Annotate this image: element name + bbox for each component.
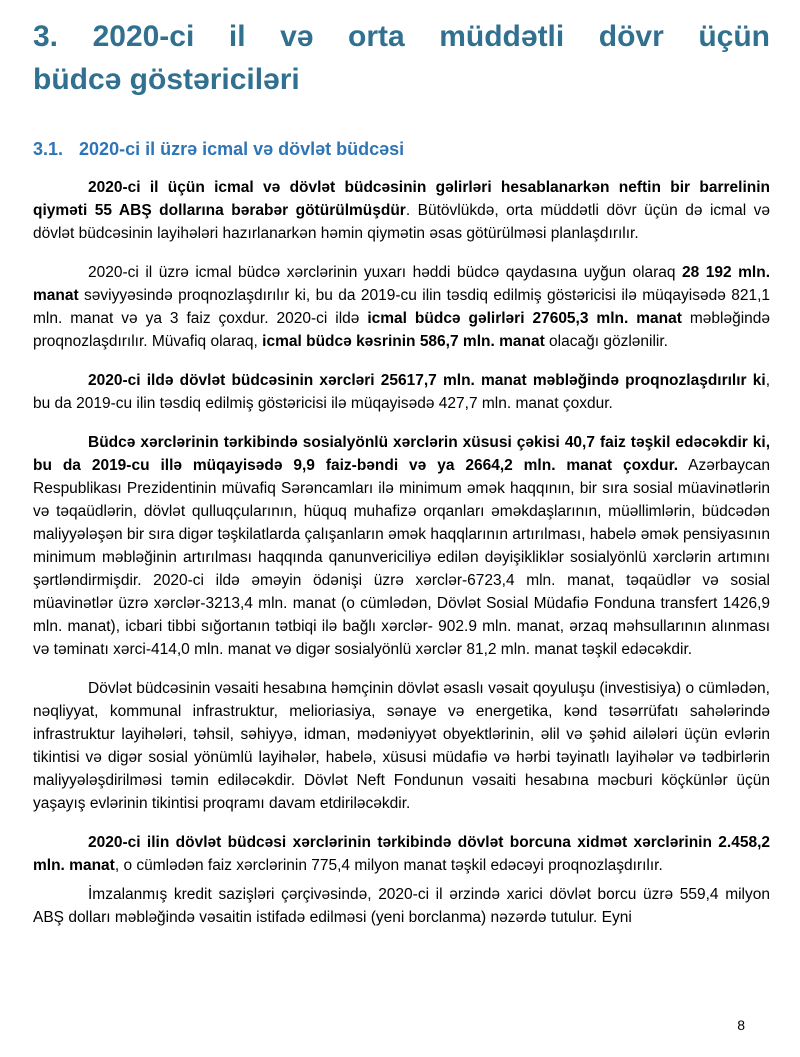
- paragraph-3: [33, 369, 770, 415]
- page-number: 8: [737, 1017, 745, 1033]
- paragraph-7: [33, 883, 770, 929]
- text-run: 2020-ci il üzrə icmal büdcə xərclərinin yuxarı həddi büdcə qaydasına uyğun olaraq: [88, 264, 683, 281]
- paragraph-4: [33, 431, 770, 661]
- text-run-bold: icmal büdcə kəsrinin 586,7 mln. manat: [262, 333, 545, 350]
- text-run: , o cümlədən faiz xərclərinin 775,4 milyon manat təşkil edəcəyi proqnozlaşdırılır.: [114, 857, 663, 874]
- body-paragraphs: [33, 176, 770, 929]
- text-run-bold: 2020-ci ildə dövlət büdcəsinin xərcləri 25617,7 mln. manat məbləğində proqnozlaşdırılır ki: [88, 372, 766, 389]
- section-heading: [33, 15, 770, 101]
- subsection-heading: [33, 138, 770, 160]
- text-run: olacağı gözlənilir.: [544, 333, 668, 350]
- text-run: məbləğində proqnozlaşdırılır. Müvafiq olaraq,: [33, 310, 770, 350]
- text-run: İmzalanmış kredit sazişləri çərçivəsində, 2020-ci il ərzində xarici dövlət borcu üzrə 559,4 milyon ABŞ dolları məbləğində vəsaitin istifadə edilməsi (yeni borclanma) nəzərdə tutulur. Eyni: [33, 886, 770, 926]
- text-run-bold: 2020-ci il üçün icmal və dövlət büdcəsinin gəlirləri hesablanarkən neftin bir barrelinin qiyməti 55 ABŞ dollarına bərabər götürülmüşdür: [33, 179, 770, 219]
- subsection-number: 3.1.: [33, 139, 64, 159]
- text-run: , bu da 2019-cu ilin təsdiq edilmiş göstəricisi ilə müqayisədə 427,7 mln. manat çoxdur.: [33, 372, 770, 412]
- text-run: . Bütövlükdə, orta müddətli dövr üçün də icmal və dövlət büdcəsinin layihələri hazırlanarkən həmin qiymətin əsas götürülməsi planlaşdırılır.: [33, 202, 771, 242]
- text-run: səviyyəsində proqnozlaşdırılır ki, bu da 2019-cu ilin təsdiq edilmiş göstəricisi ilə müqayisədə 821,1 mln. manat və ya 3 faiz çoxdur. 2020-ci ildə: [33, 287, 770, 327]
- text-run-bold: 2020-ci ilin dövlət büdcəsi xərclərinin tərkibində dövlət borcuna xidmət xərclərinin 2.458,2 mln. manat: [33, 834, 770, 874]
- section-heading-line1: 3. 2020-ci il və orta müddətli dövr üçün: [33, 20, 770, 53]
- paragraph-5: [33, 677, 770, 815]
- paragraph-6: [33, 831, 770, 877]
- subsection-title: 2020-ci il üzrə icmal və dövlət büdcəsi: [79, 139, 405, 159]
- paragraph-1: [33, 176, 770, 245]
- text-run-bold: 28 192 mln. manat: [33, 264, 770, 304]
- text-run: Dövlət büdcəsinin vəsaiti hesabına həmçinin dövlət əsaslı vəsait qoyuluşu (investisiya) o cümlədən, nəqliyyat, kommunal infrastruktur, melioriasiya, sənaye və energetika, kənd təsərrüfatı sahələrində infrastruktur layihələri, təhsil, səhiyyə, idman, mədəniyyət obyektlərinin, əlil və şəhid ailələri üçün evlərin tikintisi və digər sosial yönümlü layihələr, habelə, xüsusi müdafiə və hərbi təyinatlı layihələr və tədbirlərin maliyyələşdirilməsi təmin ediləcəkdir. Dövlət Neft Fondunun vəsaiti hesabına məcburi köçkünlər üçün yaşayış evlərinin tikintisi proqramı davam etdiriləcəkdir.: [33, 680, 770, 812]
- text-run-bold: icmal büdcə gəlirləri 27605,3 mln. manat: [367, 310, 682, 327]
- paragraph-2: [33, 261, 770, 353]
- text-run: Azərbaycan Respublikası Prezidentinin müvafiq Sərəncamları ilə minimum əmək haqqının, bir sıra sosial müavinətlərin və təqaüdlərin, dövlət qulluqçularının, hüquq muhafizə orqanları əməkdaşlarının, müəllimlərin, büdcədən maliyyələşən bir sıra digər təşkilatlarda çalışanların əmək haqqlarının artırılması, habelə əmək pensiyasının minimum məbləğinin artırılması haqqında qanunvericiliyə edilən dəyişikliklər sosialyönlü xərclərin artımını şərtləndirmişdir. 2020-ci ildə əməyin ödənişi üzrə xərclər-6723,4 mln. manat, təqaüdlər və sosial müavinətlər üzrə xərclər-3213,4 mln. manat (o cümlədən, Dövlət Sosial Müdafiə Fonduna transfert 1426,9 mln. manat), icbari tibbi sığortanın tətbiqi ilə bağlı xərclər- 902.9 mln. manat, ərzaq məhsullarının alınması və təminatı xərci-414,0 mln. manat və digər sosialyönlü xərclər 81,2 mln. manat təşkil edəcəkdir.: [33, 457, 770, 658]
- section-heading-line2: büdcə göstəriciləri: [33, 63, 300, 96]
- text-run-bold: Büdcə xərclərinin tərkibində sosialyönlü xərclərin xüsusi çəkisi 40,7 faiz təşkil edəcəkdir ki, bu da 2019-cu illə müqayisədə 9,9 faiz-bəndi və ya 2664,2 mln. manat çoxdur.: [33, 434, 770, 474]
